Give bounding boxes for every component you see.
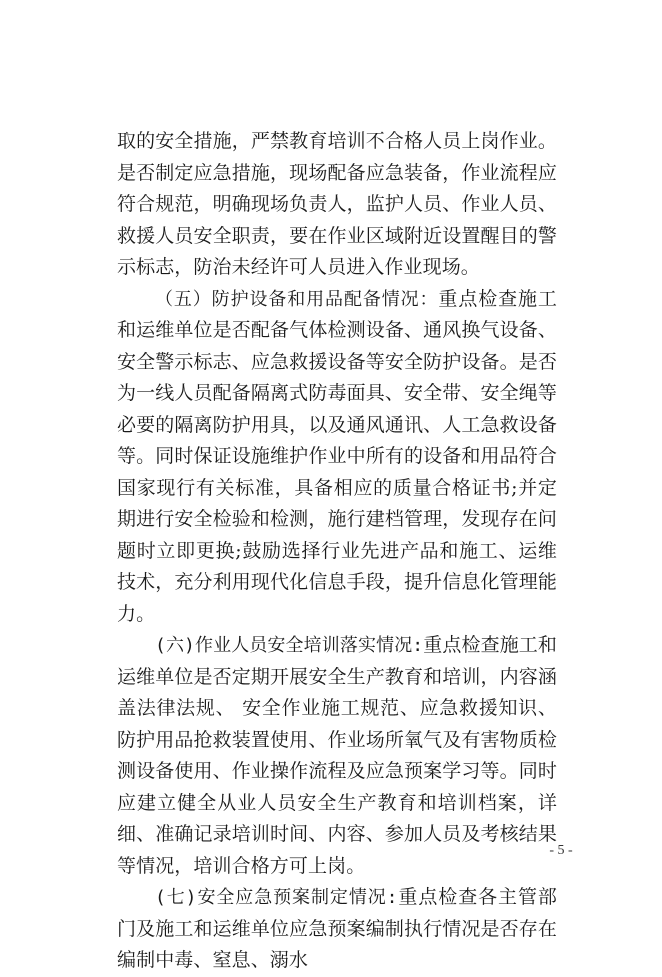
paragraph-text: 重点检查施工和运维单位是否配备气体检测设备、通风换气设备、安全警示标志、应急救援设备等安全防护设备。是否为一线人员配备隔离式防毒面具、安全带、安全绳等必要的隔离防护用具，以及通风通讯、人工急救设备等。同时保证设施维护作业中所有的设备和用品符合国家现行有关标准，具备相应的质量合格证书;并定期进行安全检验和检测，施行建档管理，发现存在问题时立即更换;鼓励选择行业先进产品和施工、运维技术，充分利用现代化信息手段，提升信息化管理能力。: [117, 287, 557, 625]
section-6-heading: (六)作业人员安全培训落实情况:: [155, 635, 424, 656]
page-number: - 5 -: [549, 843, 573, 858]
section-5-heading: （五）防护设备和用品配备情况：: [155, 288, 439, 310]
paragraph-text: 重点检查施工和运维单位是否定期开展安全生产教育和培训，内容涵盖法律法规、 安全作业施工规范、应急救援知识、防护用品抢救装置使用、作业场所氧气及有害物质检测设备使用、作业操作流程及应急预案学习等。同时应建立健全从业人员安全生产教育和培训档案，详细、准确记录培训时间、内容、参加人员及考核结果等情况，培训合格方可上岗。: [117, 634, 558, 877]
paragraph-section-7: [117, 882, 557, 977]
paragraph-text: 重点检查各主管部门及施工和运维单位应急预案编制执行情况是否存在编制中毒、窒息、溺水: [117, 886, 557, 971]
paragraph-section-5: [117, 284, 557, 631]
paragraph-text: 取的安全措施，严禁教育培训不合格人员上岗作业。是否制定应急措施，现场配备应急装备，作业流程应符合规范，明确现场负责人，监护人员、作业人员、救援人员安全职责，要在作业区域附近设置醒目的警示标志，防治未经许可人员进入作业现场。: [117, 130, 557, 278]
paragraph-continuation: [117, 126, 557, 284]
section-7-heading: (七)安全应急预案制定情况:: [155, 887, 398, 908]
